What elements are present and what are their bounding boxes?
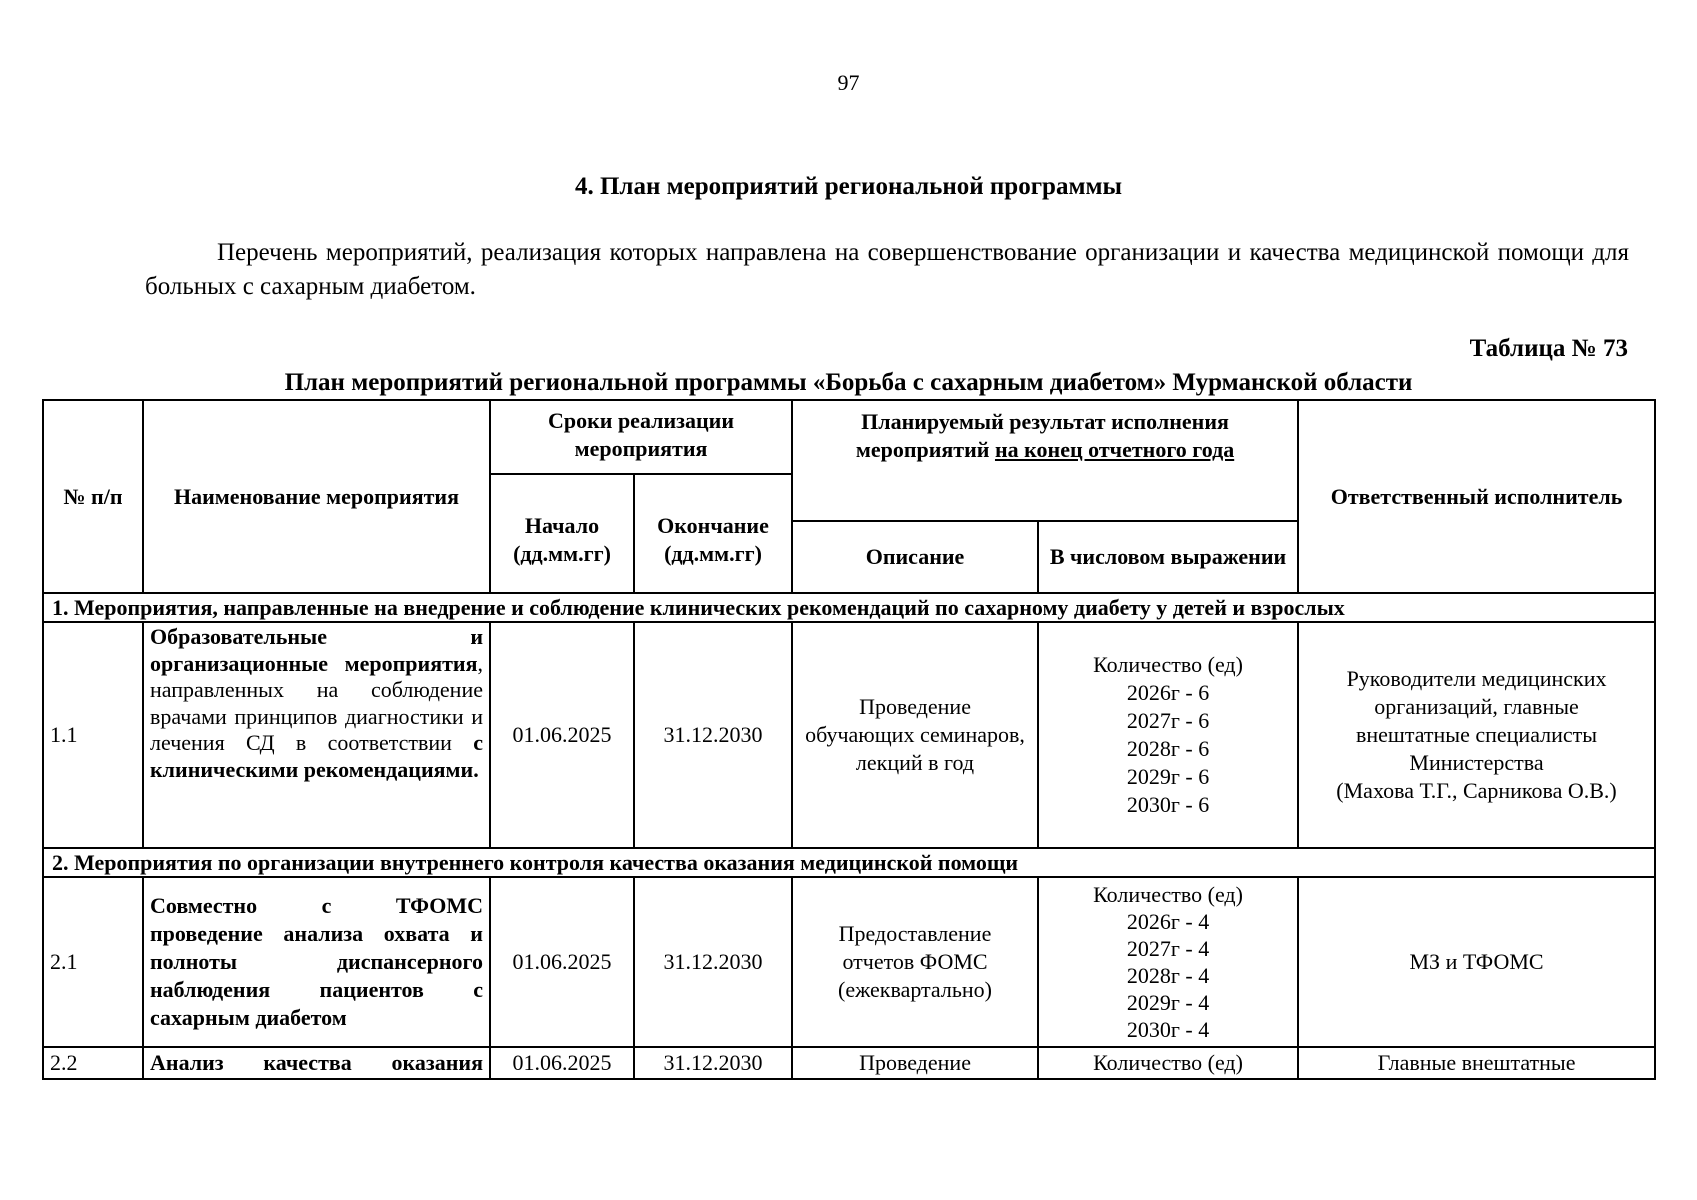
intro-paragraph: Перечень мероприятий, реализация которых направлена на совершенствование организации и качества медицинской помощи для больных с сахарным диабетом. <box>145 239 1629 300</box>
row-end: 31.12.2030 <box>634 622 792 848</box>
row-responsible: МЗ и ТФОМС <box>1298 877 1655 1047</box>
header-result <box>793 402 1297 474</box>
row-end: 31.12.2030 <box>634 877 792 1047</box>
header-result-text: Планируемый результат исполнения мероприятий <box>855 409 1229 462</box>
table-title: План мероприятий региональной программы «Борьба с сахарным диабетом» Мурманской области <box>284 369 1413 396</box>
header-num: № п/п <box>43 400 143 593</box>
row-num: 2.1 <box>43 877 143 1047</box>
row-numeric <box>1038 877 1298 1047</box>
row-end: 31.12.2030 <box>634 1047 792 1079</box>
header-responsible: Ответственный исполнитель <box>1298 400 1655 593</box>
page-number: 97 <box>837 70 860 95</box>
row-numeric: Количество (ед) <box>1038 1047 1298 1079</box>
table-row <box>43 877 1655 1047</box>
row-numeric-line: 2029г - 6 <box>1126 764 1210 789</box>
row-numeric-line: 2026г - 4 <box>1126 909 1210 934</box>
header-terms: Сроки реализации мероприятия <box>491 401 791 475</box>
row-name-bold-end: с клиническими рекомендациями. <box>150 730 483 782</box>
row-responsible <box>1298 622 1655 848</box>
row-responsible-line: (Махова Т.Г., Сарникова О.В.) <box>1336 778 1617 803</box>
row-name: Совместно с ТФОМС проведение анализа охвата и полноты диспансерного наблюдения пациентов с сахарным диабетом <box>143 877 490 1047</box>
row-responsible-line: Министерства <box>1409 750 1544 775</box>
row-numeric-title: Количество (ед) <box>1093 652 1243 677</box>
plan-table <box>42 399 1656 1080</box>
header-result-spacer <box>792 475 1298 521</box>
row-start: 01.06.2025 <box>490 1047 634 1079</box>
header-result-cell <box>792 400 1298 475</box>
row-responsible-line: внештатные специалисты <box>1355 722 1598 747</box>
row-numeric <box>1038 622 1298 848</box>
header-result-underlined: на конец отчетного года <box>994 437 1235 462</box>
table-row <box>43 1047 1655 1079</box>
header-numeric: В числовом выражении <box>1038 521 1298 593</box>
row-description: Проведение <box>792 1047 1038 1079</box>
row-numeric-line: 2030г - 6 <box>1126 792 1210 817</box>
row-numeric-line: 2027г - 6 <box>1126 708 1210 733</box>
table-row <box>43 622 1655 848</box>
table-number: Таблица № 73 <box>1469 335 1628 362</box>
section-row-1 <box>43 593 1655 622</box>
section-row-2 <box>43 848 1655 877</box>
row-description: Проведение обучающих семинаров, лекций в год <box>792 622 1038 848</box>
header-terms-cell <box>490 400 792 475</box>
header-start: Начало (дд.мм.гг) <box>490 475 634 593</box>
row-numeric-line: 2028г - 4 <box>1126 963 1210 988</box>
row-numeric-line: 2026г - 6 <box>1126 680 1210 705</box>
row-name: Анализ качества оказания <box>143 1047 490 1079</box>
header-end: Окончание (дд.мм.гг) <box>634 475 792 593</box>
row-numeric-line: 2027г - 4 <box>1126 936 1210 961</box>
row-name <box>143 622 490 848</box>
row-name-normal: , направленных на соблюдение врачами принципов диагностики и лечения СД в соответствии <box>150 650 483 755</box>
row-numeric-title: Количество (ед) <box>1093 882 1243 907</box>
section-title: 4. План мероприятий региональной программы <box>574 173 1123 200</box>
row-num: 2.2 <box>43 1047 143 1079</box>
row-name-bold-start: Образовательные и организационные мероприятия <box>150 624 483 676</box>
header-description: Описание <box>792 521 1038 593</box>
row-description: Предоставление отчетов ФОМС (ежеквартально) <box>792 877 1038 1047</box>
header-name: Наименование мероприятия <box>143 400 490 593</box>
row-responsible-line: организаций, главные <box>1374 694 1579 719</box>
row-start: 01.06.2025 <box>490 877 634 1047</box>
section-title-1: 1. Мероприятия, направленные на внедрение и соблюдение клинических рекомендаций по сахарному диабету у детей и взрослых <box>43 593 1655 622</box>
section-title-2: 2. Мероприятия по организации внутреннего контроля качества оказания медицинской помощи <box>43 848 1655 877</box>
row-responsible: Главные внештатные <box>1298 1047 1655 1079</box>
row-numeric-line: 2029г - 4 <box>1126 990 1210 1015</box>
header-row-top <box>43 400 1655 475</box>
row-numeric-line: 2030г - 4 <box>1126 1017 1210 1042</box>
row-numeric-line: 2028г - 6 <box>1126 736 1210 761</box>
row-num: 1.1 <box>43 622 143 848</box>
row-start: 01.06.2025 <box>490 622 634 848</box>
row-responsible-line: Руководители медицинских <box>1346 666 1607 691</box>
